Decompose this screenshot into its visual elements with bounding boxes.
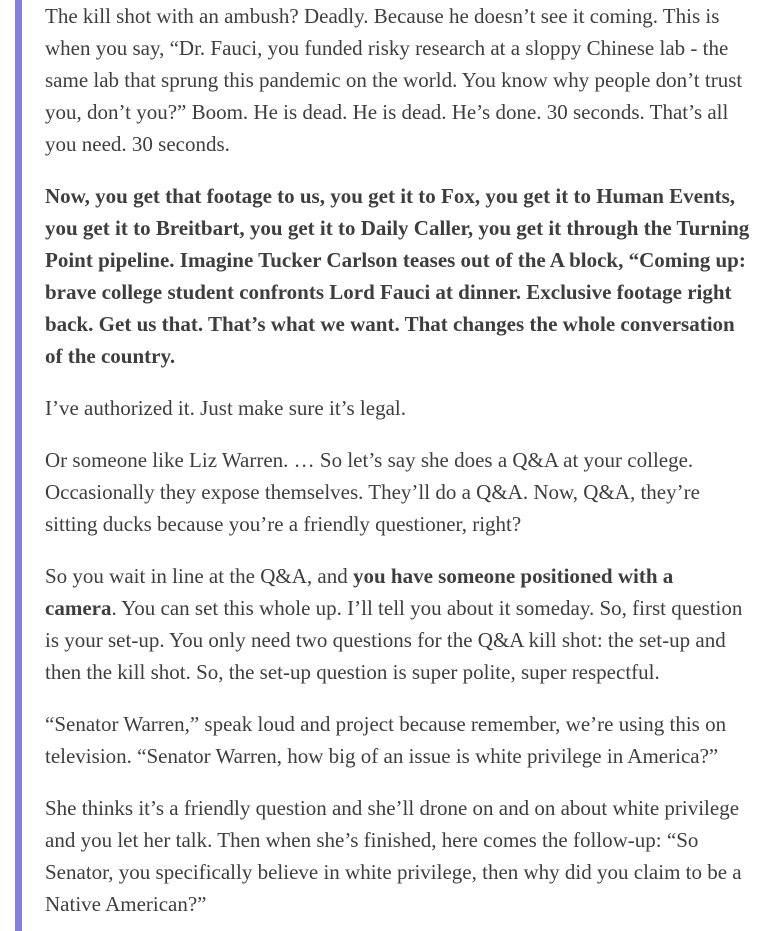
quote-text: I’ve authorized it. Just make sure it’s legal. — [45, 396, 406, 420]
quote-paragraph — [45, 180, 750, 372]
quote-paragraph — [45, 708, 750, 772]
quote-text: She thinks it’s a friendly question and she’ll drone on and on about white privilege and you let her talk. Then when she’s finished, here comes the follow-up: “So Senator, you specifically believe in white privilege, then why did you claim to be a Native American?” — [45, 796, 742, 916]
quote-paragraph — [45, 560, 750, 688]
blockquote — [15, 0, 750, 931]
quote-text: The kill shot with an ambush? Deadly. Because he doesn’t see it coming. This is when you say, “Dr. Fauci, you funded risky research at a sloppy Chinese lab - the same lab that sprung this pandemic on the world. You know why people don’t trust you, don’t you?” Boom. He is dead. He is dead. He’s done. 30 seconds. That’s all you need. 30 seconds. — [45, 4, 743, 156]
quote-text: So you wait in line at the Q&A, and — [45, 564, 353, 588]
blockquote-content — [22, 0, 750, 931]
quote-text: “Senator Warren,” speak loud and project because remember, we’re using this on television. “Senator Warren, how big of an issue is white privilege in America?” — [45, 712, 727, 768]
quote-text-bold: Now, you get that footage to us, you get it to Fox, you get it to Human Events, you get it to Breitbart, you get it to Daily Caller, you get it through the Turning Point pipeline. Imagine Tucker Carlson teases out of the A block, “Coming up: brave college student confronts Lord Fauci at dinner. Exclusive footage right back. Get us that. That’s what we want. That changes the whole conversation of the country. — [45, 184, 750, 368]
quote-paragraph — [45, 0, 750, 160]
quote-text: Or someone like Liz Warren. … So let’s say she does a Q&A at your college. Occasionally they expose themselves. They’ll do a Q&A. Now, Q&A, they’re sitting ducks because you’re a friendly questioner, right? — [45, 448, 700, 536]
quote-paragraph — [45, 792, 750, 920]
quote-text-bold: you have someone positioned with a camera — [45, 564, 674, 620]
quote-paragraph — [45, 444, 750, 540]
blockquote-accent-bar — [15, 0, 22, 931]
quote-paragraph — [45, 392, 750, 424]
quote-text: . You can set this whole up. I’ll tell you about it someday. So, first question is your set-up. You only need two questions for the Q&A kill shot: the set-up and then the kill shot. So, the set-up question is super polite, super respectful. — [45, 596, 743, 684]
